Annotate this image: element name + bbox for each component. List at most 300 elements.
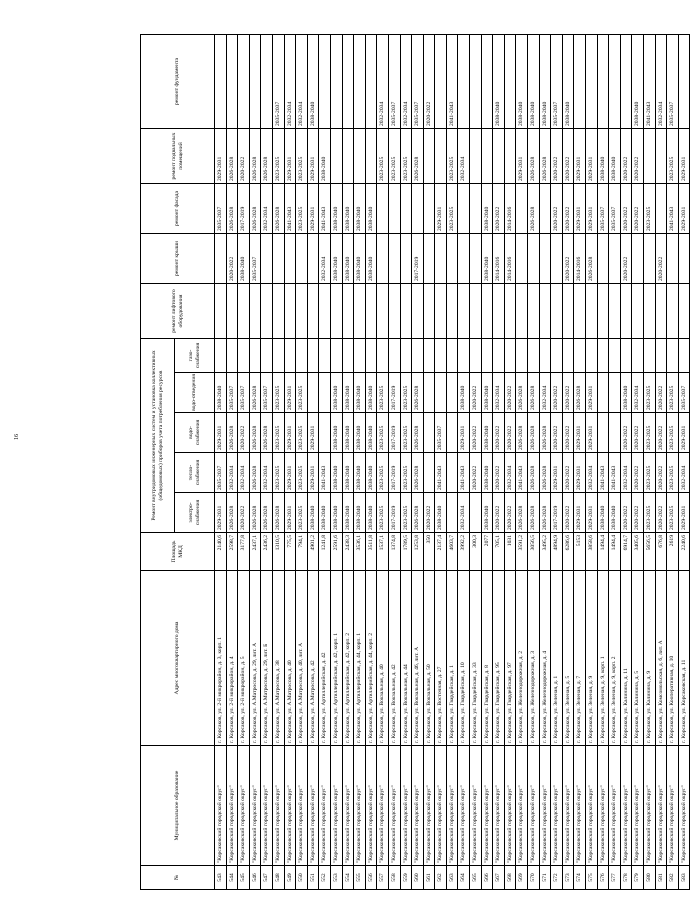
table-cell bbox=[423, 413, 435, 453]
table-cell: 3056,5 bbox=[528, 533, 540, 571]
header-gas: газо-снабжения bbox=[175, 339, 215, 373]
table-cell: 2026-2028 bbox=[226, 413, 238, 453]
table-cell: 560 bbox=[412, 866, 424, 890]
table-cell bbox=[330, 284, 342, 339]
table-cell bbox=[678, 284, 690, 339]
table-cell bbox=[551, 234, 563, 284]
table-cell: 2035-2037 bbox=[388, 35, 400, 129]
table-row bbox=[365, 35, 377, 890]
table-cell bbox=[539, 339, 551, 373]
table-cell bbox=[516, 184, 528, 234]
table-cell: "Корсаковский городской округ" bbox=[528, 746, 540, 866]
table-cell: 551 bbox=[307, 866, 319, 890]
table-cell: 2026-2028 bbox=[249, 129, 261, 184]
table-cell: 2026-2028 bbox=[528, 373, 540, 413]
table-cell: 2023-2025 bbox=[272, 453, 284, 493]
table-cell bbox=[446, 373, 458, 413]
table-cell: г. Корсаков, ул. Гвардейская, д. 95 bbox=[493, 571, 505, 746]
table-cell: 2023-2025 bbox=[377, 413, 389, 453]
header-systems-group: Ремонт внутридомовых инженерных систем и установка коллективных (общедомовых) приборов учета потребления ресурсов bbox=[141, 339, 175, 533]
table-row bbox=[562, 35, 574, 890]
table-cell: 564 bbox=[458, 866, 470, 890]
table-cell: "Корсаковский городской округ" bbox=[655, 746, 667, 866]
table-cell: 2020-2022 bbox=[562, 234, 574, 284]
table-cell bbox=[400, 234, 412, 284]
table-cell bbox=[643, 339, 655, 373]
table-cell: "Корсаковский городской округ" bbox=[423, 746, 435, 866]
table-row bbox=[551, 35, 563, 890]
table-cell: 2029-2031 bbox=[574, 493, 586, 533]
header-area: Площадь МКД bbox=[141, 533, 215, 571]
table-cell: 1537,1 bbox=[377, 533, 389, 571]
table-cell bbox=[215, 339, 227, 373]
table-cell: 2035-2037 bbox=[226, 373, 238, 413]
table-cell: 2029-2031 bbox=[678, 184, 690, 234]
table-cell bbox=[632, 234, 644, 284]
table-cell: 2029-2031 bbox=[307, 129, 319, 184]
table-cell bbox=[215, 284, 227, 339]
table-cell: 2038-2040 bbox=[330, 493, 342, 533]
header-foundation: ремонт фундамента bbox=[141, 35, 215, 129]
table-cell: 2077 bbox=[481, 533, 493, 571]
table-cell: 2026-2028 bbox=[272, 184, 284, 234]
table-cell: 2038-2040 bbox=[481, 413, 493, 453]
table-cell bbox=[365, 35, 377, 129]
table-cell bbox=[574, 284, 586, 339]
table-row bbox=[400, 35, 412, 890]
table-cell bbox=[586, 35, 598, 129]
table-cell bbox=[215, 35, 227, 129]
table-cell: 775,5 bbox=[284, 533, 296, 571]
table-cell: 2038-2040 bbox=[238, 234, 250, 284]
table-cell: 2023-2025 bbox=[643, 184, 655, 234]
table-cell bbox=[226, 35, 238, 129]
table-cell bbox=[470, 184, 482, 234]
table-cell: 580 bbox=[643, 866, 655, 890]
table-cell: 3992,2 bbox=[458, 533, 470, 571]
table-cell: 2619 bbox=[667, 533, 679, 571]
table-cell: 2020-2022 bbox=[238, 413, 250, 453]
table-cell: 2029-2031 bbox=[215, 129, 227, 184]
table-cell: 2023-2025 bbox=[400, 129, 412, 184]
table-cell: 2020-2022 bbox=[655, 413, 667, 453]
table-cell: 2023-2025 bbox=[667, 493, 679, 533]
table-cell bbox=[493, 284, 505, 339]
header-roof: ремонт крыши bbox=[141, 234, 215, 284]
table-cell: г. Корсаков, ул. Калинина, д. 5 bbox=[632, 571, 644, 746]
table-cell: 2032-2034 bbox=[539, 373, 551, 413]
table-cell bbox=[307, 234, 319, 284]
table-cell: 2023-2025 bbox=[643, 373, 655, 413]
table-cell: 2029-2031 bbox=[284, 453, 296, 493]
table-cell: 2032-2034 bbox=[678, 453, 690, 493]
table-cell: 2026-2028 bbox=[412, 373, 424, 413]
table-cell: г. Корсаков, ул. Зеленая, д. 9, корп. 2 bbox=[609, 571, 621, 746]
table-cell: 2023-2025 bbox=[272, 413, 284, 453]
table-cell: 2023-2025 bbox=[296, 493, 308, 533]
table-cell: 2023-2025 bbox=[400, 453, 412, 493]
table-row bbox=[493, 35, 505, 890]
table-cell: "Корсаковский городской округ" bbox=[632, 746, 644, 866]
table-cell: 2038-2040 bbox=[481, 453, 493, 493]
table-cell: 2035-2037 bbox=[249, 234, 261, 284]
table-cell: "Корсаковский городской округ" bbox=[481, 746, 493, 866]
capital-repair-table bbox=[140, 34, 690, 890]
table-cell bbox=[655, 184, 667, 234]
table-cell: г. Корсаков, ул. Восточная, д. 27 bbox=[435, 571, 447, 746]
table-cell: 2020-2022 bbox=[562, 184, 574, 234]
table-cell: "Корсаковский городской округ" bbox=[586, 746, 598, 866]
table-cell bbox=[272, 284, 284, 339]
table-cell bbox=[272, 339, 284, 373]
table-cell: "Корсаковский городской округ" bbox=[435, 746, 447, 866]
table-row bbox=[643, 35, 655, 890]
table-cell: "Корсаковский городской округ" bbox=[238, 746, 250, 866]
table-cell bbox=[643, 129, 655, 184]
table-row bbox=[655, 35, 667, 890]
table-cell bbox=[667, 284, 679, 339]
table-cell bbox=[330, 35, 342, 129]
table-cell bbox=[586, 339, 598, 373]
table-cell bbox=[238, 35, 250, 129]
table-cell: 2038-2040 bbox=[330, 234, 342, 284]
table-row bbox=[597, 35, 609, 890]
table-cell: "Корсаковский городской округ" bbox=[504, 746, 516, 866]
table-cell: 2026-2028 bbox=[272, 493, 284, 533]
table-cell: 2029-2031 bbox=[307, 184, 319, 234]
table-cell: г. Корсаков, ул. А.Матросова, д. 29, лит. А bbox=[249, 571, 261, 746]
table-cell: 2038-2040 bbox=[319, 129, 331, 184]
table-cell: 2437,1 bbox=[249, 533, 261, 571]
table-cell bbox=[620, 35, 632, 129]
table-cell: 2026-2028 bbox=[539, 413, 551, 453]
table-cell bbox=[249, 339, 261, 373]
table-row bbox=[504, 35, 516, 890]
table-cell bbox=[655, 284, 667, 339]
table-cell: 794,1 bbox=[296, 533, 308, 571]
table-cell: 2026-2028 bbox=[539, 129, 551, 184]
table-cell bbox=[516, 234, 528, 284]
table-row bbox=[667, 35, 679, 890]
table-cell bbox=[400, 339, 412, 373]
table-cell: 2020-2022 bbox=[632, 493, 644, 533]
table-row bbox=[446, 35, 458, 890]
header-elevator: ремонт лифтового оборудования bbox=[141, 284, 215, 339]
table-cell: 2038-2040 bbox=[330, 373, 342, 413]
table-cell: 2436,2 bbox=[261, 533, 273, 571]
table-cell: 2029-2031 bbox=[284, 413, 296, 453]
table-cell: 2038-2040 bbox=[354, 234, 366, 284]
table-cell: 2023-2025 bbox=[667, 129, 679, 184]
table-cell bbox=[377, 184, 389, 234]
table-cell: 2023-2025 bbox=[446, 184, 458, 234]
table-cell: 2038-2040 bbox=[493, 35, 505, 129]
table-cell bbox=[609, 413, 621, 453]
table-cell bbox=[470, 35, 482, 129]
table-cell: г. Корсаков, ул. Гвардейская, д. 33 bbox=[470, 571, 482, 746]
table-cell: 2020-2022 bbox=[423, 35, 435, 129]
table-cell: "Корсаковский городской округ" bbox=[667, 746, 679, 866]
table-cell bbox=[261, 284, 273, 339]
table-cell: г. Корсаков, ул. Вокзальная, д. 50 bbox=[423, 571, 435, 746]
table-cell: 2038-2040 bbox=[354, 493, 366, 533]
table-cell: 2029-2031 bbox=[215, 413, 227, 453]
table-cell: 2026-2028 bbox=[261, 493, 273, 533]
table-cell bbox=[388, 184, 400, 234]
table-cell bbox=[319, 284, 331, 339]
table-cell: "Корсаковский городской округ" bbox=[319, 746, 331, 866]
table-cell: 2029-2031 bbox=[678, 413, 690, 453]
table-cell: 1310,5 bbox=[272, 533, 284, 571]
table-cell: 2035-2037 bbox=[261, 373, 273, 413]
table-cell: 567 bbox=[493, 866, 505, 890]
table-cell: 2020-2022 bbox=[620, 493, 632, 533]
table-row bbox=[238, 35, 250, 890]
table-cell bbox=[667, 339, 679, 373]
table-cell: 4894,9 bbox=[551, 533, 563, 571]
table-cell: 2041-2043 bbox=[643, 35, 655, 129]
table-cell: "Корсаковский городской округ" bbox=[458, 746, 470, 866]
table-cell: 2140,6 bbox=[215, 533, 227, 571]
table-cell bbox=[597, 234, 609, 284]
table-row bbox=[423, 35, 435, 890]
table-cell: 2014-2016 bbox=[504, 184, 516, 234]
table-cell: "Корсаковский городской округ" bbox=[342, 746, 354, 866]
table-cell: "Корсаковский городской округ" bbox=[562, 746, 574, 866]
table-cell: 2029-2031 bbox=[574, 184, 586, 234]
table-cell: 578 bbox=[620, 866, 632, 890]
table-cell: 568 bbox=[504, 866, 516, 890]
table-cell: 2026-2028 bbox=[249, 493, 261, 533]
table-row bbox=[632, 35, 644, 890]
table-cell: г. Корсаков, ул. Вокзальная, д. 40 bbox=[377, 571, 389, 746]
table-cell: 2023-2025 bbox=[296, 184, 308, 234]
table-cell: г. Корсаков, ул. 2-й микрорайон, д. 3, корп. 1 bbox=[215, 571, 227, 746]
table-cell: "Корсаковский городской округ" bbox=[261, 746, 273, 866]
table-cell bbox=[423, 184, 435, 234]
table-cell: 2029-2031 bbox=[586, 373, 598, 413]
table-cell: 2023-2025 bbox=[377, 129, 389, 184]
table-cell: 2020-2022 bbox=[620, 234, 632, 284]
table-cell: 543 bbox=[215, 866, 227, 890]
table-cell: "Корсаковский городской округ" bbox=[377, 746, 389, 866]
table-cell bbox=[609, 234, 621, 284]
table-cell: 2026-2028 bbox=[249, 184, 261, 234]
table-cell: 2026-2028 bbox=[539, 493, 551, 533]
table-cell bbox=[667, 234, 679, 284]
table-cell: "Корсаковский городской округ" bbox=[249, 746, 261, 866]
table-cell: 2020-2022 bbox=[504, 373, 516, 413]
table-cell: 2035-2037 bbox=[435, 413, 447, 453]
table-cell: 2026-2028 bbox=[528, 129, 540, 184]
table-cell: 2026-2028 bbox=[528, 184, 540, 234]
table-cell: г. Корсаков, ул. Зеленая, д. 7 bbox=[574, 571, 586, 746]
table-cell: 2038-2040 bbox=[481, 184, 493, 234]
table-cell bbox=[412, 284, 424, 339]
header-municipality: Муниципальное образование bbox=[141, 746, 215, 866]
table-cell: г. Корсаков, ул. Железнодорожная, д. 2 bbox=[516, 571, 528, 746]
table-cell: 2038-2040 bbox=[365, 184, 377, 234]
table-cell bbox=[215, 234, 227, 284]
table-cell: 2041-2043 bbox=[458, 453, 470, 493]
table-cell: 2032-2034 bbox=[458, 129, 470, 184]
table-cell: г. Корсаков, ул. А.Матросова, д. 40 bbox=[284, 571, 296, 746]
table-cell: 2038-2040 bbox=[365, 413, 377, 453]
table-cell: 2020-2022 bbox=[551, 413, 563, 453]
table-cell: 5153 bbox=[574, 533, 586, 571]
table-cell: 2023-2025 bbox=[667, 453, 679, 493]
table-cell: 2038-2040 bbox=[354, 373, 366, 413]
table-cell: 350 bbox=[423, 533, 435, 571]
table-cell: 2038-2040 bbox=[215, 373, 227, 413]
table-cell bbox=[458, 35, 470, 129]
table-cell: 2029-2031 bbox=[586, 493, 598, 533]
table-cell: 2038-2040 bbox=[365, 373, 377, 413]
table-cell bbox=[307, 284, 319, 339]
table-row bbox=[330, 35, 342, 890]
table-cell: 2026-2028 bbox=[412, 413, 424, 453]
table-cell: 556 bbox=[365, 866, 377, 890]
table-cell: 2038-2040 bbox=[597, 493, 609, 533]
table-cell bbox=[597, 373, 609, 413]
table-cell: г. Корсаков, ул. Гвардейская, д. 8 bbox=[481, 571, 493, 746]
table-cell bbox=[272, 234, 284, 284]
table-cell bbox=[539, 284, 551, 339]
header-elec: электро-снабжения bbox=[175, 493, 215, 533]
table-cell: 676,8 bbox=[655, 533, 667, 571]
table-cell: 4901,2 bbox=[307, 533, 319, 571]
table-cell: 2029-2031 bbox=[458, 413, 470, 453]
table-cell: 3511,8 bbox=[365, 533, 377, 571]
table-cell bbox=[377, 234, 389, 284]
table-cell: 4603,7 bbox=[446, 533, 458, 571]
table-cell: г. Корсаков, ул. Вокзальная, д. 44 bbox=[400, 571, 412, 746]
table-cell: 2029-2031 bbox=[284, 493, 296, 533]
table-cell bbox=[632, 284, 644, 339]
table-cell: 2032-2034 bbox=[226, 453, 238, 493]
table-cell: 558 bbox=[388, 866, 400, 890]
table-cell: 2032-2034 bbox=[319, 234, 331, 284]
table-cell: 2038-2040 bbox=[365, 493, 377, 533]
table-cell bbox=[412, 184, 424, 234]
table-cell: 2035-2037 bbox=[215, 184, 227, 234]
table-cell: 2032-2034 bbox=[493, 373, 505, 413]
table-cell: г. Корсаков, ул. Железнодорожная, д. 3 bbox=[528, 571, 540, 746]
table-cell bbox=[400, 284, 412, 339]
table-cell bbox=[261, 339, 273, 373]
table-cell bbox=[551, 339, 563, 373]
table-cell bbox=[342, 284, 354, 339]
table-cell bbox=[481, 339, 493, 373]
table-cell: "Корсаковский городской округ" bbox=[365, 746, 377, 866]
table-row bbox=[412, 35, 424, 890]
table-cell: 2029-2031 bbox=[586, 413, 598, 453]
table-cell bbox=[597, 35, 609, 129]
table-cell: 2032-2034 bbox=[284, 35, 296, 129]
table-cell: 2014-2016 bbox=[574, 234, 586, 284]
table-cell bbox=[330, 339, 342, 373]
table-cell: 2020-2022 bbox=[504, 493, 516, 533]
table-cell: 2038-2040 bbox=[354, 453, 366, 493]
table-cell: "Корсаковский городской округ" bbox=[296, 746, 308, 866]
table-cell: 2020-2022 bbox=[238, 493, 250, 533]
table-cell bbox=[504, 129, 516, 184]
table-cell: 2035-2037 bbox=[238, 373, 250, 413]
table-cell: 2038-2040 bbox=[597, 129, 609, 184]
table-cell bbox=[388, 339, 400, 373]
table-cell: г. Корсаков, ул. Железнодорожная, д. 4 bbox=[539, 571, 551, 746]
table-cell: "Корсаковский городской округ" bbox=[539, 746, 551, 866]
table-cell bbox=[342, 339, 354, 373]
table-cell: "Корсаковский городской округ" bbox=[388, 746, 400, 866]
table-cell: 2020-2022 bbox=[504, 413, 516, 453]
table-cell bbox=[609, 35, 621, 129]
table-cell: 2029-2031 bbox=[551, 453, 563, 493]
table-cell: 2032-2034 bbox=[400, 35, 412, 129]
table-cell: 3858,6 bbox=[586, 533, 598, 571]
table-cell: 2017-2019 bbox=[388, 373, 400, 413]
table-row bbox=[272, 35, 284, 890]
table-cell: г. Корсаков, ул. Калинина, д. 11 bbox=[620, 571, 632, 746]
table-cell bbox=[423, 129, 435, 184]
table-cell bbox=[643, 284, 655, 339]
table-cell: 2026-2028 bbox=[261, 129, 273, 184]
table-cell: 2041-2043 bbox=[609, 453, 621, 493]
table-cell: "Корсаковский городской округ" bbox=[226, 746, 238, 866]
table-cell bbox=[342, 35, 354, 129]
table-cell: 2041-2043 bbox=[667, 184, 679, 234]
table-cell: 2026-2028 bbox=[412, 129, 424, 184]
table-cell: 6286,6 bbox=[562, 533, 574, 571]
table-cell bbox=[412, 339, 424, 373]
table-cell: 2038-2040 bbox=[342, 453, 354, 493]
table-cell: 2032-2034 bbox=[620, 453, 632, 493]
table-cell: 2023-2025 bbox=[400, 373, 412, 413]
table-cell: 2014-2016 bbox=[504, 234, 516, 284]
table-cell bbox=[470, 234, 482, 284]
table-cell bbox=[620, 284, 632, 339]
rotated-table-container bbox=[140, 35, 687, 890]
table-cell: 2020-2022 bbox=[551, 129, 563, 184]
table-cell: 2029-2031 bbox=[307, 453, 319, 493]
table-cell: г. Корсаков, ул. 2-й микрорайон, д. 5 bbox=[238, 571, 250, 746]
table-cell: 2026-2028 bbox=[249, 373, 261, 413]
table-cell bbox=[435, 129, 447, 184]
table-cell: 2020-2022 bbox=[423, 493, 435, 533]
table-cell: 2038-2040 bbox=[342, 413, 354, 453]
table-cell bbox=[319, 373, 331, 413]
table-cell: 2598,7 bbox=[226, 533, 238, 571]
header-heat: тепло-снабжения bbox=[175, 453, 215, 493]
table-row bbox=[481, 35, 493, 890]
table-cell: 2038-2040 bbox=[365, 453, 377, 493]
table-cell: 2020-2022 bbox=[655, 453, 667, 493]
table-cell bbox=[354, 339, 366, 373]
table-cell: 2020-2022 bbox=[620, 184, 632, 234]
table-cell: 2023-2025 bbox=[643, 453, 655, 493]
table-cell: 2020-2022 bbox=[562, 413, 574, 453]
table-cell bbox=[481, 129, 493, 184]
table-cell: "Корсаковский городской округ" bbox=[400, 746, 412, 866]
table-cell: "Корсаковский городской округ" bbox=[678, 746, 690, 866]
table-cell: 2020-2022 bbox=[470, 453, 482, 493]
table-cell: "Корсаковский городской округ" bbox=[307, 746, 319, 866]
table-cell: 2035-2037 bbox=[215, 453, 227, 493]
table-cell: 2023-2025 bbox=[446, 129, 458, 184]
table-cell: 2029-2031 bbox=[586, 184, 598, 234]
table-cell: 574 bbox=[574, 866, 586, 890]
table-cell: 2020-2022 bbox=[562, 373, 574, 413]
